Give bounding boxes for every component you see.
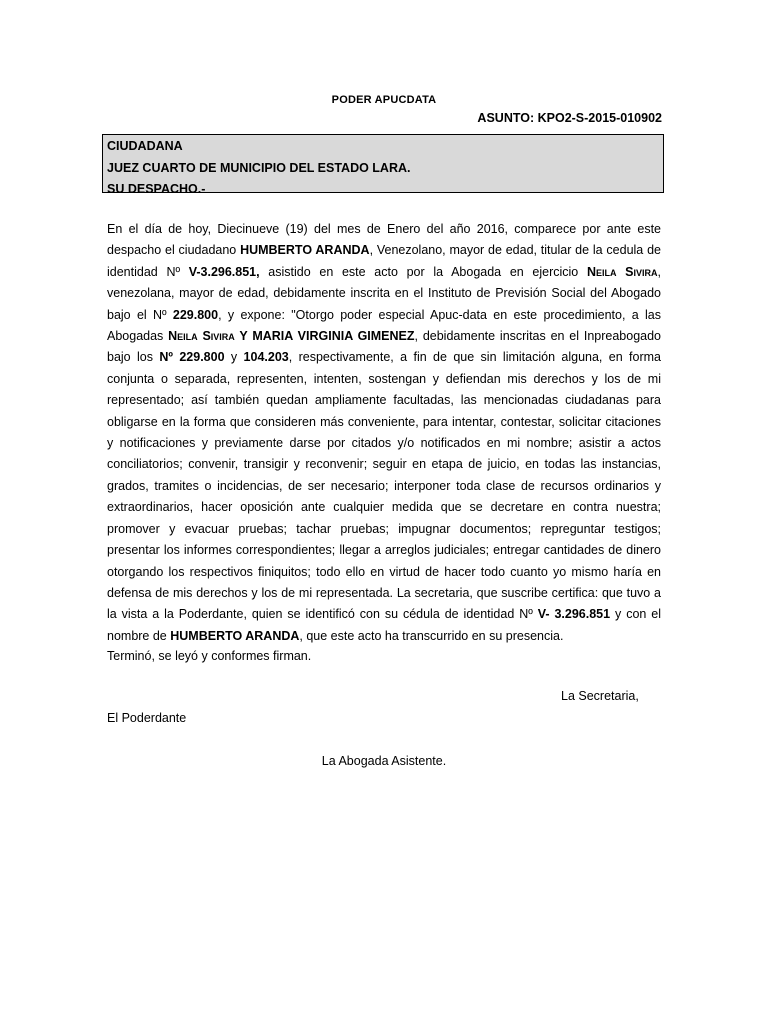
inpre-numbers-label: Nº 229.800: [159, 350, 225, 365]
document-title: PODER APUCDATA: [331, 94, 437, 106]
body-text-10: , que este acto ha transcurrido en su presencia.: [299, 628, 564, 643]
addressee-line-2: JUEZ CUARTO DE MUNICIPIO DEL ESTADO LARA.: [107, 160, 411, 175]
signature-secretary: La Secretaria,: [561, 689, 639, 703]
signature-grantor: El Poderdante: [107, 711, 187, 725]
body-text-4: , venezolana, mayor de edad, debidamente inscrita en el Instituto de Previsión Social del Abogado bajo el Nº: [107, 264, 661, 322]
id-number-2: V- 3.296.851: [537, 607, 611, 622]
body-text-7: y: [224, 350, 244, 365]
addressee-box: [102, 134, 664, 196]
body-text-9: y con el nombre de: [107, 607, 662, 643]
inpre-number-2: 104.203: [243, 350, 289, 365]
closing-line: Terminó, se leyó y conformes firman.: [107, 649, 312, 663]
addressee-line-3: SU DESPACHO.-: [107, 182, 206, 196]
signature-lawyer: La Abogada Asistente.: [321, 754, 447, 768]
lawyer-name-2: Y MARIA VIRGINIA GIMENEZ: [234, 329, 415, 344]
grantor-name-2: HUMBERTO ARANDA: [170, 628, 300, 643]
lawyer-name-1b: Neila Sivira: [168, 329, 235, 344]
inpre-number-1: 229.800: [172, 307, 219, 322]
body-text-8: , respectivamente, a fin de que sin limitación alguna, en forma conjunta o separada, representen, intenten, sostengan y defiendan mis derechos y los de mi representado; así también quedan ampliamente facultadas, las mencionadas ciudadanas para obligarse en la forma que consideren más conveniente, para intentar, contestar, solicitar citaciones y notificaciones y previamente darse por citados y/o notificados en mi nombre; asistir a actos conciliatorios; convenir, transigir y reconvenir; seguir en etapa de juicio, en todas las instancias, grados, tramites o incidencias, de ser necesario; interponer toda clase de recursos ordinarios y extraordinarios, hacer oposición ante cualquier medida que se decretare en contra nuestra; promover y evacuar pruebas; tachar pruebas; impugnar documentos; repreguntar testigos; presentar los informes correspondientes; llegar a arreglos judiciales; entregar cantidades de dinero otorgando los respectivos finiquitos; todo ello en virtud de hacer todo cuanto yo mismo haría en defensa de mis derechos y los de mi representada. La secretaria, que suscribe certifica: que tuvo a la vista a la Poderdante, quien se identificó con su cédula de identidad Nº: [107, 350, 662, 622]
subject-line: ASUNTO: KPO2-S-2015-010902: [477, 111, 662, 125]
body-text-2: , Venezolano, mayor de edad, titular de la cedula de identidad: [107, 243, 661, 279]
addressee-line-1: CIUDADANA: [107, 139, 183, 153]
body-paragraph: [107, 219, 661, 647]
body-text-1: En el día de hoy, Diecinueve (19) del mes de Enero del año 2016, comparece por ante este despacho el ciudadano: [107, 222, 661, 258]
lawyer-name-1: Neila Sivira: [586, 264, 658, 279]
body-text-3: asistido en este acto por la Abogada en ejercicio: [259, 264, 587, 279]
id-prefix: Nº: [166, 264, 181, 279]
body-text-5: , y expone: "Otorgo poder especial Apuc-data en este procedimiento, a las Abogadas: [107, 307, 661, 344]
body-text-6: , debidamente inscritas en el Inpreabogado bajo los: [107, 329, 662, 365]
id-number: V-3.296.851,: [188, 264, 260, 279]
grantor-name: HUMBERTO ARANDA: [240, 243, 370, 258]
